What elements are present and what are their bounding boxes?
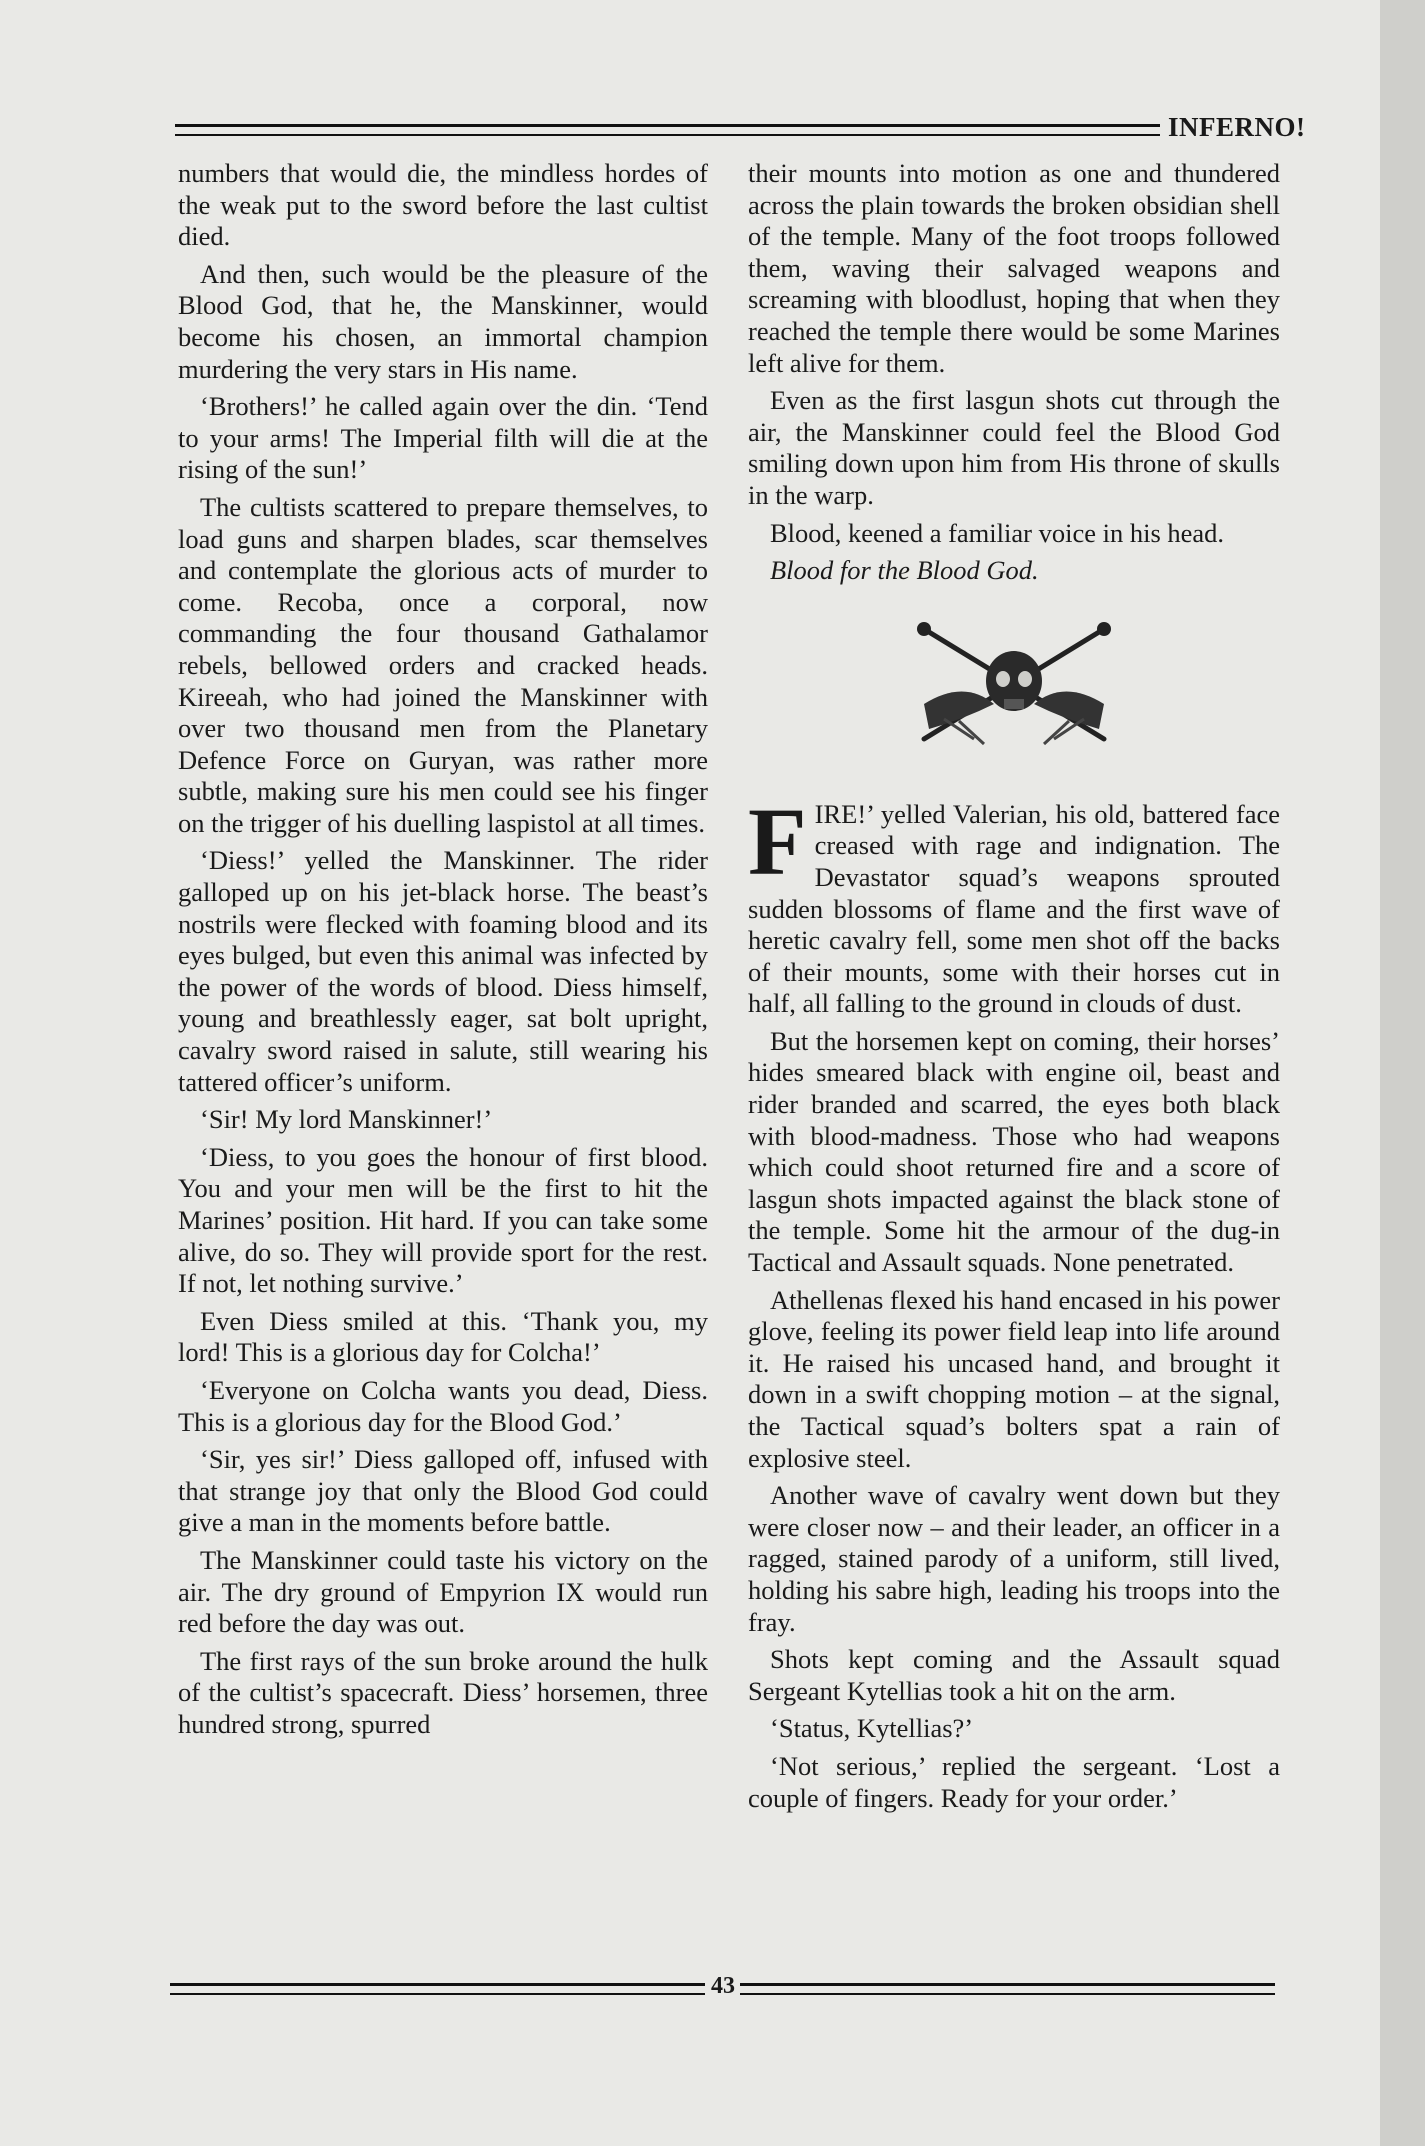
paragraph: ‘Status, Kytellias?’ — [770, 1713, 974, 1744]
paragraph: ‘Diess!’ yelled the Manskinner. The rider galloped up on his jet-black horse. The beast’s nostrils were flecked with foaming blood and its eyes bulged, but even this animal was infected by the power of the words of blood. Diess himself, young and breathlessly eager, sat bolt upright, cavalry sword raised in salute, still wearing his tattered officer’s uniform. — [178, 845, 708, 1097]
page-number: 43 — [711, 1973, 735, 1999]
winged-skull-icon — [904, 609, 1124, 759]
footer-rule-right — [740, 1983, 1275, 1995]
running-head: INFERNO! — [1160, 112, 1306, 143]
paragraph: Blood, keened a familiar voice in his head. — [770, 517, 1225, 548]
paragraph: ‘Everyone on Colcha wants you dead, Diess. This is a glorious day for the Blood God.’ — [178, 1374, 708, 1437]
paragraph: The cultists scattered to prepare themselves, to load guns and sharpen blades, scar themselves and contemplate the glorious acts of murder to come. Recoba, once a corporal, now commanding the four thousand Gathalamor rebels, bellowed orders and cracked heads. Kireeah, who had joined the Manskinner with over two thousand men from the Planetary Defence Force on Guryan, was rather more subtle, making sure his men could see his finger on the trigger of his duelling laspistol at all times. — [178, 491, 708, 838]
paragraph: their mounts into motion as one and thundered across the plain towards the broken obsidian shell of the temple. Many of the foot troops followed them, waving their salvaged weapons and screaming with bloodlust, hoping that when they reached the temple there would be some Marines left alive for them. — [748, 158, 1280, 378]
paragraph: ‘Sir, yes sir!’ Diess galloped off, infused with that strange joy that only the Blood God could give a man in the moments before battle. — [178, 1444, 708, 1538]
paragraph: Another wave of cavalry went down but they were closer now – and their leader, an officer in a ragged, stained parody of a uniform, still lived, holding his sabre high, leading his troops into the fray. — [748, 1480, 1280, 1637]
paragraph: The Manskinner could taste his victory on the air. The dry ground of Empyrion IX would run red before the day was out. — [178, 1544, 708, 1639]
paragraph: Shots kept coming and the Assault squad Sergeant Kytellias took a hit on the arm. — [748, 1644, 1280, 1706]
header-rule — [175, 124, 1175, 136]
dropcap-letter: F — [748, 787, 807, 895]
paragraph: The first rays of the sun broke around the hulk of the cultist’s spacecraft. Diess’ horsemen, three hundred strong, spurred — [178, 1645, 708, 1739]
paragraph: Even as the first lasgun shots cut through the air, the Manskinner could feel the Blood God smiling down upon him from His throne of skulls in the warp. — [748, 385, 1280, 510]
paragraph: numbers that would die, the mindless hordes of the weak put to the sword before the last cultist died. — [178, 158, 708, 252]
paragraph: Even Diess smiled at this. ‘Thank you, my lord! This is a glorious day for Colcha!’ — [178, 1305, 708, 1368]
paragraph: ‘Diess, to you goes the honour of first blood. You and your men will be the first to hit the Marines’ position. Hit hard. If you can take some alive, do so. They will provide sport for the rest. If not, let nothing survive.’ — [178, 1141, 708, 1299]
right-column — [748, 158, 1280, 1820]
italic-line: Blood for the Blood God. — [770, 555, 1039, 586]
dropcap-text: IRE!’ yelled Valerian, his old, battered face creased with rage and indignation. The Devastator squad’s weapons sprouted sudden blossoms of flame and the first wave of heretic cavalry fell, some men shot off the backs of their mounts, some with their horses cut in half, all falling to the ground in clouds of dust. — [748, 798, 1280, 1019]
footer-rule-left — [170, 1983, 705, 1995]
left-column — [178, 158, 708, 1747]
paragraph: ‘Brothers!’ he called again over the din. ‘Tend to your arms! The Imperial filth will die at the rising of the sun!’ — [178, 391, 708, 485]
paragraph: But the horsemen kept on coming, their horses’ hides smeared black with engine oil, beast and rider branded and scarred, the eyes both black with blood-madness. Those who had weapons which could shoot returned fire and a score of lasgun shots impacted against the black stone of the temple. Some hit the armour of the dug-in Tactical and Assault squads. None penetrated. — [748, 1025, 1280, 1278]
paragraph: And then, such would be the pleasure of the Blood God, that he, the Manskinner, would become his chosen, an immortal champion murdering the very stars in His name. — [178, 258, 708, 384]
paragraph: ‘Sir! My lord Manskinner!’ — [200, 1104, 493, 1135]
dropcap-paragraph — [748, 787, 1280, 1020]
paragraph: ‘Not serious,’ replied the sergeant. ‘Lost a couple of fingers. Ready for your order.’ — [748, 1750, 1280, 1813]
paragraph: Athellenas flexed his hand encased in his power glove, feeling its power field leap into life around it. He raised his uncased hand, and brought it down in a swift chopping motion – at the signal, the Tactical squad’s bolters spat a rain of explosive steel. — [748, 1284, 1280, 1473]
page-edge — [1380, 0, 1425, 2146]
